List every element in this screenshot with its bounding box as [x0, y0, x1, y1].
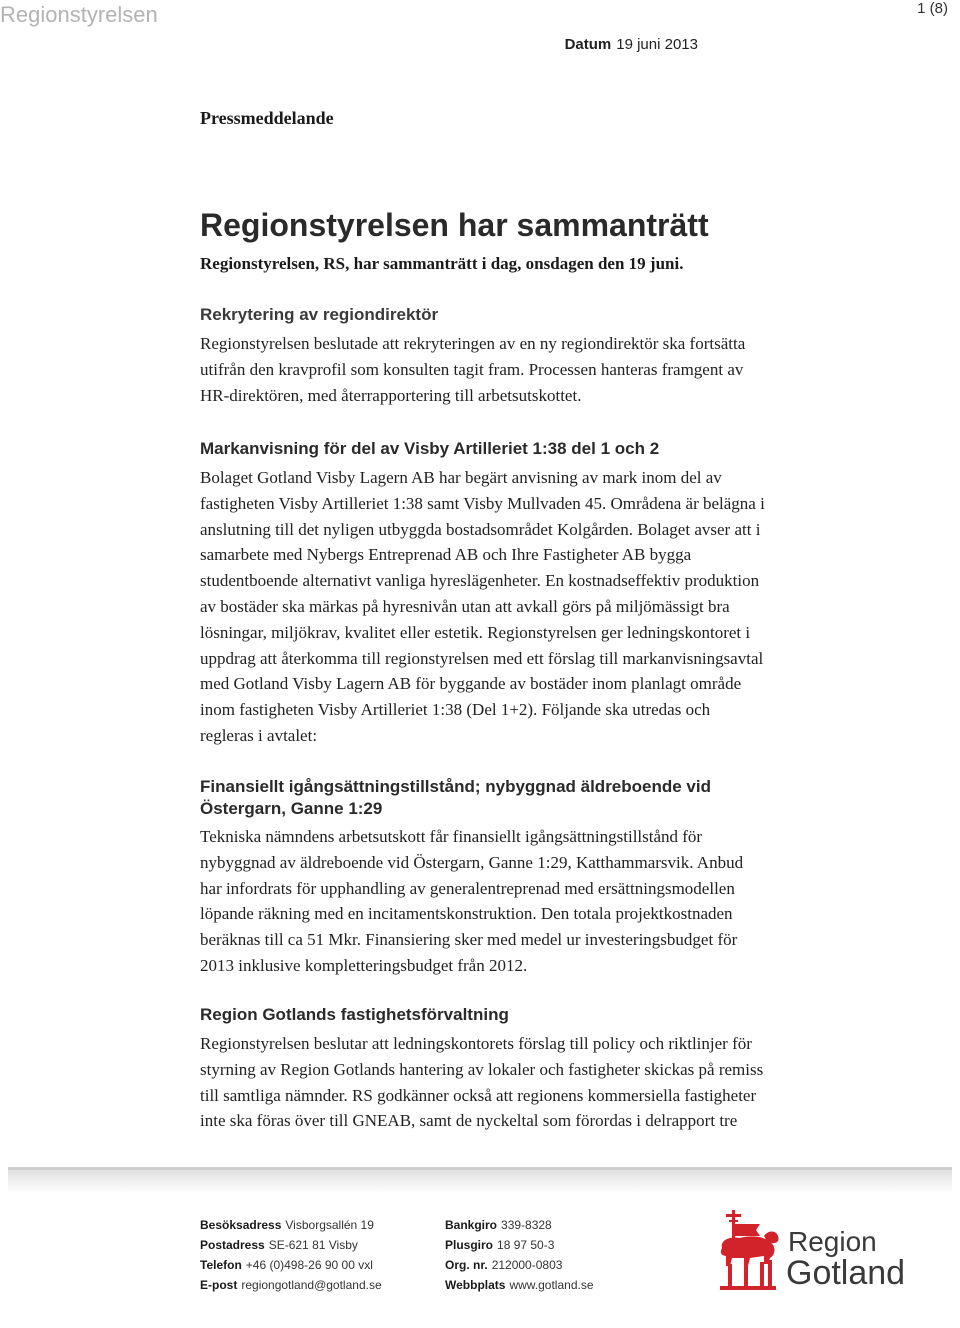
- text-line: samarbete med Nybergs Entreprenad AB och Ihre Fastigheter AB bygga: [200, 545, 692, 565]
- footer-line: [200, 1255, 382, 1275]
- footer-value: 339-8328: [501, 1218, 552, 1232]
- header-org-name: Regionstyrelsen: [0, 2, 158, 27]
- footer-website[interactable]: www.gotland.se: [509, 1278, 594, 1292]
- paragraph: [200, 824, 820, 979]
- footer-contact: [200, 1215, 382, 1295]
- ram-emblem-icon: [710, 1208, 784, 1294]
- text-line: uppdrag att återkomma till regionstyrelsen med ett förslag till markanvisningsavtal: [200, 648, 764, 668]
- text-line: styrning av Region Gotlands hantering av lokaler och fastigheter skickas på remiss: [200, 1059, 764, 1079]
- footer-label: Plusgiro: [445, 1238, 494, 1252]
- text-line: inom fastigheten Visby Artilleriet 1:38 (Del 1+2). Följande ska utredas och: [200, 700, 711, 720]
- footer-line: [200, 1275, 382, 1295]
- text-line: till samtliga nämnder. RS godkänner också att regionens kommersiella fastigheter: [200, 1085, 757, 1105]
- page-title: Regionstyrelsen har sammanträtt: [200, 207, 709, 243]
- document-type: Pressmeddelande: [200, 108, 334, 128]
- footer-label: Besöksadress: [200, 1218, 282, 1232]
- footer-financial: [445, 1215, 594, 1295]
- footer-line: [445, 1275, 594, 1295]
- footer-value: 18 97 50-3: [497, 1238, 555, 1252]
- text-line: löpande räkning med en incitamentskonstruktion. Den totala projektkostnaden: [200, 904, 733, 924]
- logo-text-region: Region: [788, 1226, 877, 1257]
- text-line: Bolaget Gotland Visby Lagern AB har begärt anvisning av mark inom del av: [200, 468, 722, 487]
- text-line: regleras i avtalet:: [200, 725, 318, 745]
- text-line: med Gotland Visby Lagern AB för byggande av bostäder inom planlagt område: [200, 674, 742, 694]
- paragraph: [200, 1031, 820, 1134]
- text-line: lösningar, miljökrav, kvalitet eller estetik. Regionstyrelsen ger ledningskontoret i: [200, 622, 751, 642]
- text-line: beräknas till ca 51 Mkr. Finansiering sker med medel ur investeringsbudget för: [200, 930, 738, 950]
- footer-value: Visborgsallén 19: [285, 1218, 374, 1232]
- text-line: Regionstyrelsen beslutar att ledningskontorets förslag till policy och riktlinjer för: [200, 1034, 752, 1053]
- footer-label: E-post: [200, 1278, 238, 1292]
- section-fastighetsforvaltning: [200, 1004, 820, 1134]
- text-line: Tekniska nämndens arbetsutskott får finansiellt igångsättningstillstånd för: [200, 827, 703, 846]
- date-label: Datum: [564, 36, 612, 53]
- text-line: anslutning till det nyligen utbyggda bostadsområdet Kolgården. Bolaget avser att i: [200, 519, 761, 539]
- text-line: fastigheten Visby Artilleriet 1:38 samt Visby Mullvaden 45. Områdena är belägna i: [200, 493, 765, 513]
- footer-line: [200, 1235, 382, 1255]
- footer-value: 212000-0803: [491, 1258, 563, 1272]
- footer-value: +46 (0)498-26 90 00 vxl: [245, 1258, 373, 1272]
- section-rekrytering: [200, 304, 820, 408]
- footer-label: Postadress: [200, 1238, 265, 1252]
- document-date: [565, 36, 698, 53]
- page-subtitle: Regionstyrelsen, RS, har sammanträtt i dag, onsdagen den 19 juni.: [200, 254, 684, 273]
- footer-line: [445, 1235, 594, 1255]
- text-line: utifrån den kravprofil som konsulten tagit fram. Processen hanteras framgent av: [200, 359, 744, 379]
- page-number: 1 (8): [917, 0, 948, 17]
- heading-line: Finansiellt igångsättningstillstånd; nybyggnad äldreboende vid: [200, 777, 711, 796]
- logo-text-gotland: Gotland: [786, 1254, 906, 1292]
- text-line: HR-direktören, med återrapportering till arbetsutskottet.: [200, 385, 582, 405]
- footer-line: [200, 1215, 382, 1235]
- footer-label: Telefon: [200, 1258, 242, 1272]
- text-line: inte ska föras över till GNEAB, samt de nyckeltal som förordas i delrapport tre: [200, 1111, 738, 1131]
- region-gotland-logo: [710, 1208, 920, 1294]
- text-line: 2013 inklusive kompletteringsbudget från 2012.: [200, 955, 528, 975]
- text-line: av bostäder ska märkas på hyresnivån utan att avkall görs på miljömässigt bra: [200, 596, 730, 616]
- footer-line: [445, 1255, 594, 1275]
- section-heading: Markanvisning för del av Visby Artilleriet 1:38 del 1 och 2: [200, 439, 660, 458]
- section-markanvisning: [200, 438, 820, 749]
- footer-email[interactable]: regiongotland@gotland.se: [241, 1278, 382, 1292]
- footer-line: [445, 1215, 594, 1235]
- text-line: Regionstyrelsen beslutade att rekryteringen av en ny regiondirektör ska fortsätta: [200, 334, 746, 353]
- footer-label: Org. nr.: [445, 1258, 488, 1272]
- footer-divider: [8, 1167, 952, 1193]
- section-heading: [200, 776, 820, 820]
- date-value: 19 juni 2013: [616, 36, 698, 53]
- footer-label: Bankgiro: [445, 1218, 498, 1232]
- text-line: studentboende alternativt vanliga hyreslägenheter. En kostnadseffektiv produktion: [200, 571, 760, 591]
- footer-label: Webbplats: [445, 1278, 506, 1292]
- text-line: har infordrats för upphandling av generalentreprenad med ersättningsmodellen: [200, 878, 735, 898]
- section-heading: Region Gotlands fastighetsförvaltning: [200, 1005, 509, 1024]
- text-line: nybyggnad av äldreboende vid Östergarn, Ganne 1:29, Katthammarsvik. Anbud: [200, 852, 744, 872]
- paragraph: [200, 331, 820, 408]
- footer-value: SE-621 81 Visby: [268, 1238, 358, 1252]
- paragraph: [200, 465, 820, 749]
- heading-line: Östergarn, Ganne 1:29: [200, 799, 383, 818]
- section-igangsattning: [200, 776, 820, 979]
- section-heading: Rekrytering av regiondirektör: [200, 305, 439, 324]
